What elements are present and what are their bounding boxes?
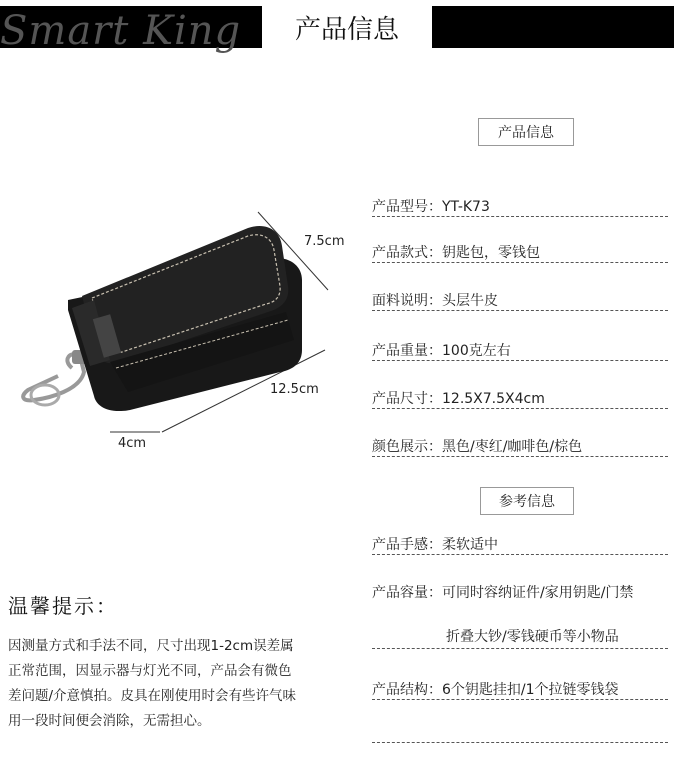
height-label: 7.5cm [304,234,345,249]
ref-structure-value: 6个钥匙挂扣/1个拉链零钱袋 [442,682,619,698]
ref-capacity-cont [446,626,668,646]
tips-line: 差问题/介意慎拍。皮具在刚使用时会有些许气味 [8,688,297,704]
length-label: 12.5cm [270,382,319,397]
tips-body [8,634,358,734]
spec-weight [372,340,668,360]
divider [372,216,668,217]
divider [372,742,668,743]
spec-size-label: 产品尺寸： [372,391,442,407]
tips-title: 温馨提示： [8,594,118,618]
spec-color-value: 黑色/枣红/咖啡色/棕色 [442,439,583,455]
spec-material-value: 头层牛皮 [442,293,498,309]
divider [372,456,668,457]
spec-model-label: 产品型号： [372,199,442,215]
divider [372,648,668,649]
brand-script: Smart King [0,8,242,54]
spec-weight-value: 100克左右 [442,343,511,359]
tips-line: 用一段时间便会消除，无需担心。 [8,713,211,729]
page-title: 产品信息 [294,14,399,45]
spec-style-value: 钥匙包，零钱包 [442,245,540,261]
divider [372,360,668,361]
header-title-box [262,6,432,48]
ref-structure [372,679,668,699]
divider [372,699,668,700]
divider [372,310,668,311]
divider [372,262,668,263]
spec-size-value: 12.5X7.5X4cm [442,391,545,407]
spec-model [372,196,668,216]
reference-info-box: 参考信息 [480,487,574,515]
ref-capacity-label: 产品容量： [372,585,442,601]
spec-style-label: 产品款式： [372,245,442,261]
ref-structure-label: 产品结构： [372,682,442,698]
spec-color [372,436,668,456]
spec-model-value: YT-K73 [442,199,490,215]
ref-capacity-value: 可同时容纳证件/家用钥匙/门禁 [442,585,634,601]
spec-material [372,290,668,310]
spec-color-label: 颜色展示： [372,439,442,455]
tips-line: 正常范围，因显示器与灯光不同，产品会有微色 [8,663,292,679]
divider [372,554,668,555]
divider [372,408,668,409]
ref-feel-label: 产品手感： [372,537,442,553]
depth-label: 4cm [118,436,147,451]
spec-style [372,242,668,262]
spec-weight-label: 产品重量： [372,343,442,359]
tips-line: 因测量方式和手法不同，尺寸出现1-2cm误差属 [8,638,294,654]
ref-feel [372,534,668,554]
ref-feel-value: 柔软适中 [442,537,498,553]
ref-capacity [372,582,668,602]
ref-capacity-value-2: 折叠大钞/零钱硬币等小物品 [446,629,619,645]
spec-material-label: 面料说明： [372,293,442,309]
spec-size [372,388,668,408]
product-info-box: 产品信息 [478,118,574,146]
